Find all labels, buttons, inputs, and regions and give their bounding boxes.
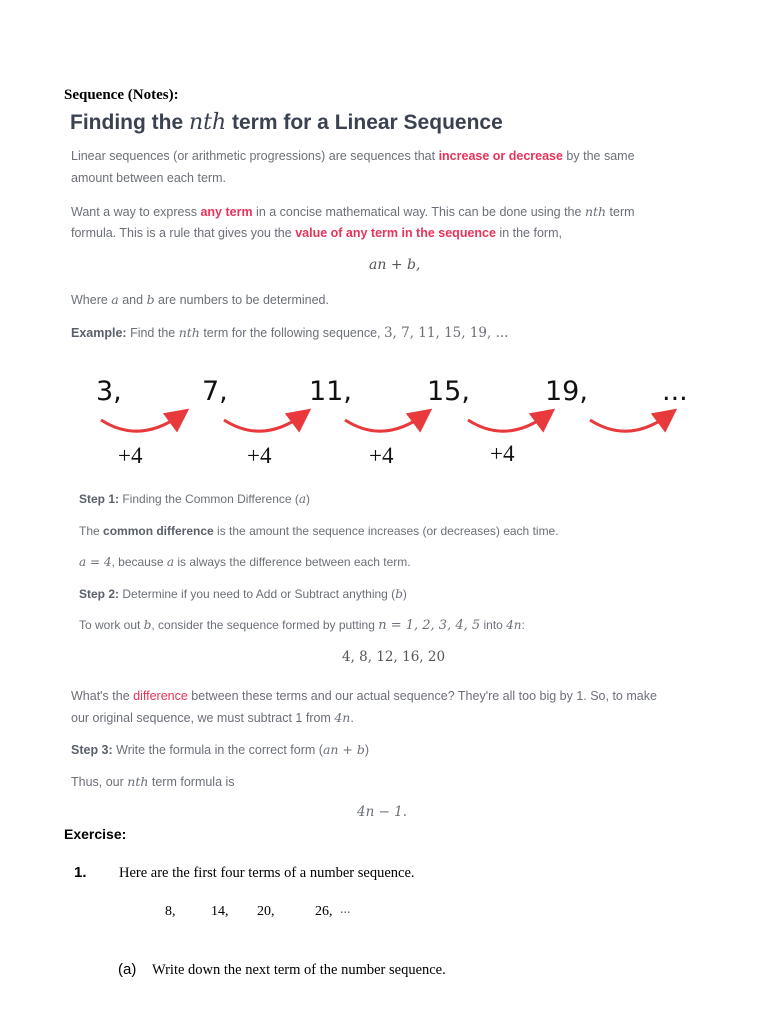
curved-arrow-icon: [468, 414, 548, 431]
step3-heading: [71, 742, 369, 757]
example-label: Example:: [71, 326, 127, 340]
step2-text: Determine if you need to Add or Subtract anything (: [119, 587, 396, 601]
diff-text: our original sequence, we must subtract 1 from: [71, 711, 335, 725]
difference-line-2: [71, 710, 354, 725]
part-text: Write down the next term of the number sequence.: [152, 962, 446, 978]
where-text: and: [118, 293, 147, 307]
wo-text: :: [521, 618, 525, 632]
example-text: term for the following sequence,: [199, 326, 384, 340]
a4-text: , because: [111, 555, 167, 569]
seq-term: 19,: [545, 376, 588, 407]
math-nth: nth: [178, 325, 200, 340]
math-4n: 4n: [506, 618, 522, 632]
math-an-b: an + b: [322, 742, 365, 757]
thus-text: term formula is: [148, 775, 235, 789]
step2-heading: [79, 587, 407, 601]
intro-line-2: amount between each term.: [71, 171, 226, 185]
math-b: b: [146, 292, 155, 307]
thus-line: [71, 774, 235, 789]
step1-label: Step 1:: [79, 492, 120, 506]
title-pre: Finding the: [70, 111, 189, 134]
difference-label: +4: [247, 443, 272, 468]
sequence-4n: 4, 8, 12, 16, 20: [342, 649, 446, 665]
math-b: b: [395, 587, 403, 601]
a4-text: is always the difference between each term.: [174, 555, 411, 569]
intro-text: formula. This is a rule that gives you the: [71, 226, 296, 240]
curved-arrow-icon: [224, 414, 304, 431]
intro-text: in a concise mathematical way. This can be done using the: [252, 205, 585, 219]
math-a-equals-4: a = 4: [79, 555, 112, 569]
intro-text: in the form,: [495, 226, 562, 240]
highlight-difference: difference: [133, 689, 188, 703]
math-a: a: [298, 492, 307, 506]
cd-bold: common difference: [103, 524, 214, 538]
math-4n: 4n: [334, 710, 351, 725]
title-math: nth: [188, 110, 227, 135]
intro-line-4: [71, 226, 562, 240]
step3-text: Write the formula in the correct form (: [112, 743, 323, 757]
step2-text: ): [402, 587, 407, 601]
difference-label: +4: [490, 441, 515, 466]
formula-an-b: an + b,: [369, 257, 421, 273]
question-term: 8,: [165, 904, 176, 919]
question-term: 26,: [315, 904, 333, 919]
math-nth: nth: [584, 204, 607, 219]
math-nth: nth: [127, 774, 149, 789]
highlight-any-term: any term: [200, 205, 253, 219]
diff-text: .: [350, 711, 354, 725]
difference-line-1: [71, 689, 657, 703]
intro-text: Want a way to express: [71, 205, 201, 219]
intro-text: by the same: [562, 149, 635, 163]
math-a: a: [111, 292, 119, 307]
exercise-heading: Exercise:: [64, 826, 127, 842]
seq-term: 15,: [427, 376, 470, 407]
example-text: Find the: [126, 326, 179, 340]
a-equals-line: [79, 555, 411, 569]
where-line: [71, 292, 329, 307]
highlight-value-any-term: value of any term in the sequence: [295, 226, 496, 240]
wo-text: To work out: [79, 618, 144, 632]
curved-arrow-icon: [590, 414, 670, 431]
question-term: 14,: [211, 904, 229, 919]
step1-heading: [79, 492, 310, 506]
curved-arrow-icon: [101, 414, 182, 431]
seq-term: 11,: [309, 376, 352, 407]
step2-label: Step 2:: [79, 587, 120, 601]
step1-text: Finding the Common Difference (: [119, 492, 299, 506]
example-line: [71, 325, 508, 341]
highlight-increase-decrease: increase or decrease: [438, 149, 563, 163]
diff-text: What's the: [71, 689, 134, 703]
curved-arrow-icon: [345, 414, 425, 431]
cd-text: The: [79, 524, 104, 538]
step3-label: Step 3:: [71, 743, 113, 757]
question-number: 1.: [74, 864, 87, 881]
cd-text: is the amount the sequence increases (or decreases) each time.: [213, 524, 559, 538]
intro-line-3: [71, 204, 635, 219]
step3-text: ): [364, 743, 370, 757]
difference-label: +4: [118, 443, 143, 468]
step1-text: ): [306, 492, 311, 506]
intro-text: term: [606, 205, 635, 219]
seq-ellipsis: ...: [662, 376, 688, 407]
where-text: Where: [71, 293, 112, 307]
question-text: Here are the first four terms of a number sequence.: [119, 865, 415, 881]
example-sequence: 3, 7, 11, 15, 19, ...: [383, 325, 509, 341]
part-label: (a): [118, 961, 137, 978]
notes-header: Sequence (Notes):: [64, 87, 179, 103]
final-formula: 4n − 1.: [357, 804, 408, 820]
wo-text: into: [480, 618, 507, 632]
intro-text: Linear sequences (or arithmetic progressions) are sequences that: [71, 149, 439, 163]
intro-line-1: [71, 149, 635, 163]
question-term: 20,: [257, 904, 275, 919]
difference-label: +4: [369, 443, 394, 468]
diff-text: between these terms and our actual sequence? They're all too big by 1. So, to make: [187, 689, 657, 703]
wo-text: , consider the sequence formed by putting: [151, 618, 379, 632]
common-difference-line: [79, 524, 559, 538]
math-a: a: [166, 555, 175, 569]
work-out-line: [79, 618, 525, 633]
page-title: [70, 110, 503, 135]
where-text: are numbers to be determined.: [154, 293, 329, 307]
thus-text: Thus, our: [71, 775, 128, 789]
math-b: b: [143, 618, 152, 632]
seq-term: 7,: [202, 376, 228, 407]
math-n-values: n = 1, 2, 3, 4, 5: [378, 618, 481, 633]
question-ellipsis: ...: [340, 902, 351, 917]
seq-term: 3,: [96, 376, 122, 407]
title-post: term for a Linear Sequence: [226, 111, 503, 134]
